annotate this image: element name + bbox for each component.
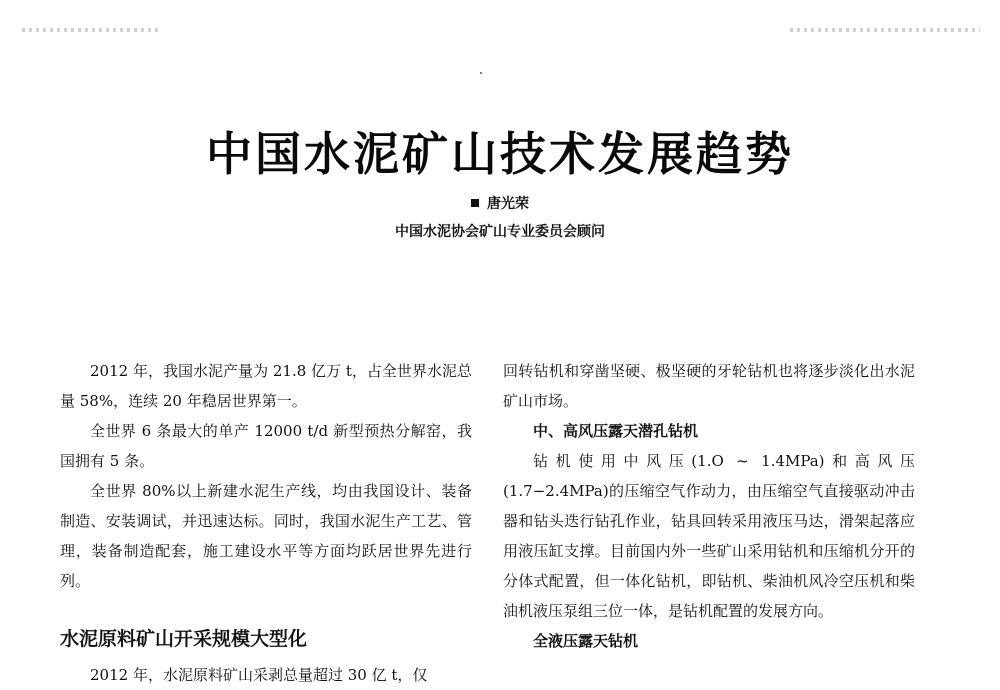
subsection-heading: 全液压露天钻机 (533, 632, 639, 650)
section-heading: 水泥原料矿山开采规模大型化 (60, 628, 308, 650)
author-line (0, 193, 1000, 213)
right-column (503, 356, 915, 656)
article-title: 中国水泥矿山技术发展趋势 (206, 127, 794, 181)
subsection-heading: 中、高风压露天潜孔钻机 (533, 422, 699, 440)
scan-noise-left (22, 28, 162, 32)
scan-dot (480, 72, 482, 74)
paragraph: 2012 年，水泥原料矿山采剥总量超过 30 亿 t，仅 (90, 666, 428, 684)
paragraph: 钻机使用中风压(1.O ~ 1.4MPa)和高风压(1.7−2.4MPa)的压缩空气作动力，由压缩空气直接驱动冲击器和钻头迭行钻孔作业，钻具回转采用液压马达，滑架起落应用液压缸支撑。目前国内外一些矿山采用钻机和压缩机分开的分体式配置，但一体化钻机，即钻机、柴油机风冷空压机和柴油机液压泵组三位一体，是钻机配置的发展方向。 (503, 452, 915, 620)
scan-noise-right (790, 28, 980, 32)
paragraph: 全世界 6 条最大的单产 12000 t/d 新型预热分解窑，我国拥有 5 条。 (60, 422, 472, 470)
author-name: 唐光荣 (487, 196, 529, 212)
left-column (60, 356, 472, 690)
author-affiliation: 中国水泥协会矿山专业委员会顾问 (395, 224, 605, 240)
square-bullet-icon (471, 199, 479, 207)
paragraph: 全世界 80%以上新建水泥生产线，均由我国设计、装备制造、安装调试，并迅速达标。同时，我国水泥生产工艺、管理，装备制造配套，施工建设水平等方面均跃居世界先进行列。 (60, 482, 472, 590)
paragraph: 2012 年，我国水泥产量为 21.8 亿万 t，占全世界水泥总量 58%，连续 20 年稳居世界第一。 (60, 362, 472, 410)
paragraph-continuation: 回转钻机和穿凿坚硬、极坚硬的牙轮钻机也将逐步淡化出水泥矿山市场。 (503, 362, 915, 410)
